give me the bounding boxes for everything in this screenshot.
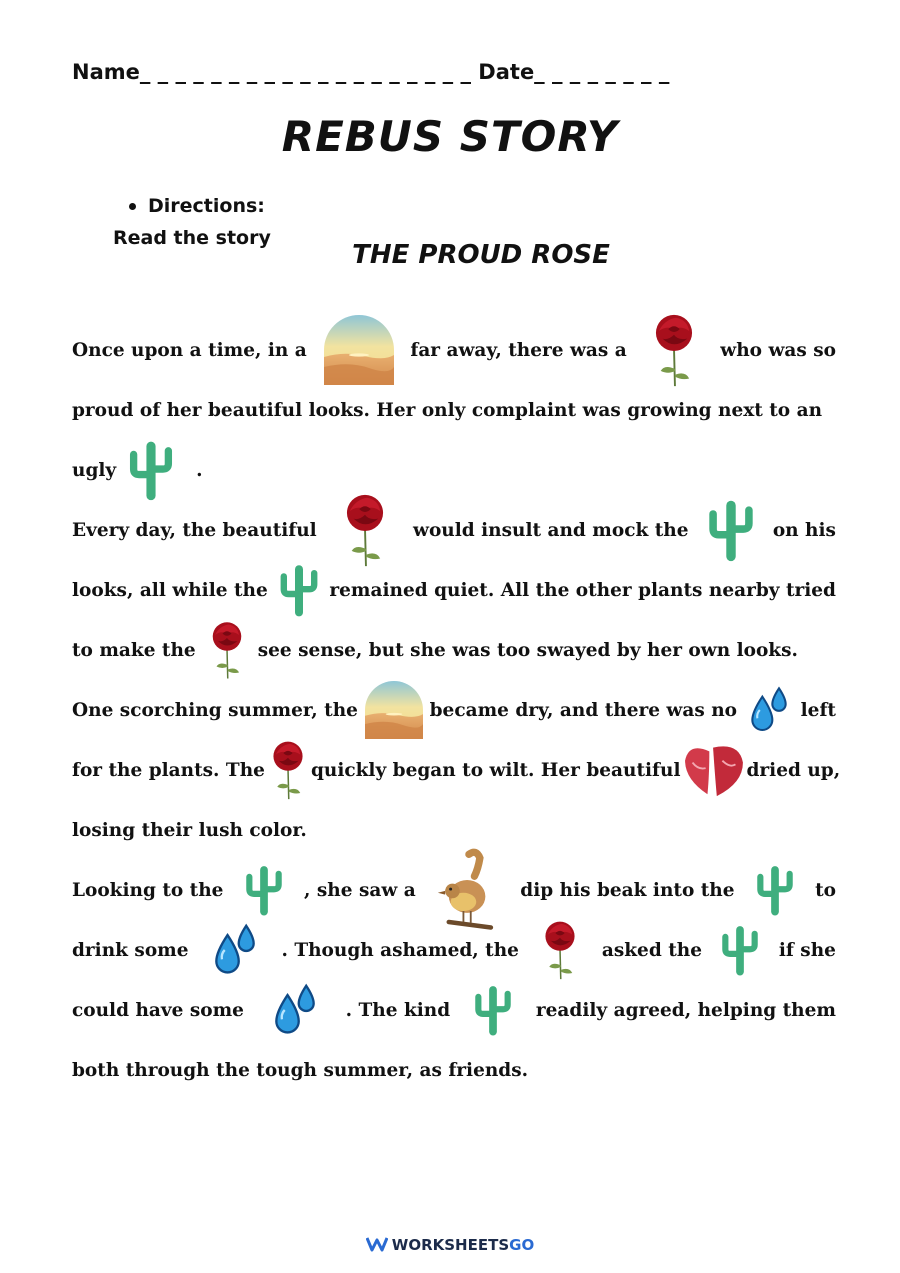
story-text: could have some xyxy=(72,999,244,1021)
story-text: far away, there was a xyxy=(410,339,627,361)
story-line xyxy=(72,920,836,980)
story-text: . Though ashamed, the xyxy=(281,939,519,961)
story-text: on his xyxy=(772,519,836,541)
story-line xyxy=(72,560,836,620)
story-text: dip his beak into the xyxy=(520,879,735,901)
footer-brand-a: WORKSHEETS xyxy=(391,1236,510,1254)
story-text: proud of her beautiful looks. Her only complaint was growing next to an xyxy=(72,399,823,421)
rose-icon xyxy=(644,312,704,388)
story-line xyxy=(72,980,836,1040)
name-field[interactable]: Name_ _ _ _ _ _ _ _ _ _ _ _ _ _ _ _ _ _ _ xyxy=(72,60,471,84)
story-text: see sense, but she was too swayed by her own looks. xyxy=(257,639,798,661)
rose-icon xyxy=(204,620,250,680)
story-text: for the plants. The xyxy=(72,759,265,781)
story-line xyxy=(72,1040,836,1100)
water-drops-icon xyxy=(744,685,794,735)
bullet-icon xyxy=(129,203,136,210)
story-text: to make the xyxy=(72,639,196,661)
story-text: remained quiet. All the other plants nearby tried xyxy=(329,579,836,601)
date-field[interactable]: Date_ _ _ _ _ _ _ _ xyxy=(478,60,670,84)
cactus-icon xyxy=(720,923,760,977)
cactus-icon xyxy=(473,983,513,1037)
story-text: ugly xyxy=(72,459,117,481)
cactus-icon xyxy=(128,438,174,502)
story-text: both through the tough summer, as friends. xyxy=(72,1059,529,1081)
story-text: left xyxy=(800,699,836,721)
worksheetsgo-logo-icon xyxy=(366,1236,388,1252)
story-text: looks, all while the xyxy=(72,579,268,601)
cactus-icon xyxy=(707,497,755,563)
story-line xyxy=(72,440,836,500)
rose-icon xyxy=(537,919,583,981)
story-text: became dry, and there was no xyxy=(429,699,737,721)
story-text: if she xyxy=(778,939,836,961)
story-text: quickly began to wilt. Her beautiful xyxy=(310,759,681,781)
story-text: losing their lush color. xyxy=(72,819,307,841)
story-line xyxy=(72,860,836,920)
footer-brand-b: GO xyxy=(509,1236,535,1254)
cactus-icon xyxy=(279,562,319,618)
story-text: to xyxy=(815,879,836,901)
story-text: One scorching summer, the xyxy=(72,699,358,721)
story-line xyxy=(72,500,836,560)
story-text: . xyxy=(196,459,203,481)
footer-brand xyxy=(0,1236,900,1254)
petals-icon xyxy=(681,742,747,798)
directions-heading: Directions: xyxy=(148,195,265,217)
story-line xyxy=(72,740,841,800)
desert-icon xyxy=(324,315,394,385)
story-text: . The kind xyxy=(345,999,451,1021)
story-line xyxy=(72,680,836,740)
story-text: Looking to the xyxy=(72,879,224,901)
story-text: who was so xyxy=(720,339,836,361)
rose-icon xyxy=(335,492,395,568)
story-text: asked the xyxy=(601,939,702,961)
story xyxy=(72,320,841,1100)
header-line xyxy=(72,60,832,84)
cactus-icon xyxy=(755,863,795,917)
directions-text: Read the story xyxy=(113,227,271,249)
story-title: THE PROUD ROSE xyxy=(352,240,610,270)
story-text: would insult and mock the xyxy=(413,519,689,541)
rose-icon xyxy=(265,739,311,801)
story-line xyxy=(72,620,836,680)
cactus-icon xyxy=(244,863,284,917)
story-line xyxy=(72,320,836,380)
story-text: dried up, xyxy=(746,759,841,781)
water-drops-icon xyxy=(267,982,323,1038)
water-drops-icon xyxy=(207,922,263,978)
story-text: Every day, the beautiful xyxy=(72,519,317,541)
story-text: drink some xyxy=(72,939,189,961)
desert-icon xyxy=(365,681,423,739)
story-text: Once upon a time, in a xyxy=(72,339,307,361)
page-title: REBUS STORY xyxy=(281,112,619,161)
story-text: , she saw a xyxy=(304,879,416,901)
story-text: readily agreed, helping them xyxy=(535,999,836,1021)
story-line xyxy=(72,380,836,440)
